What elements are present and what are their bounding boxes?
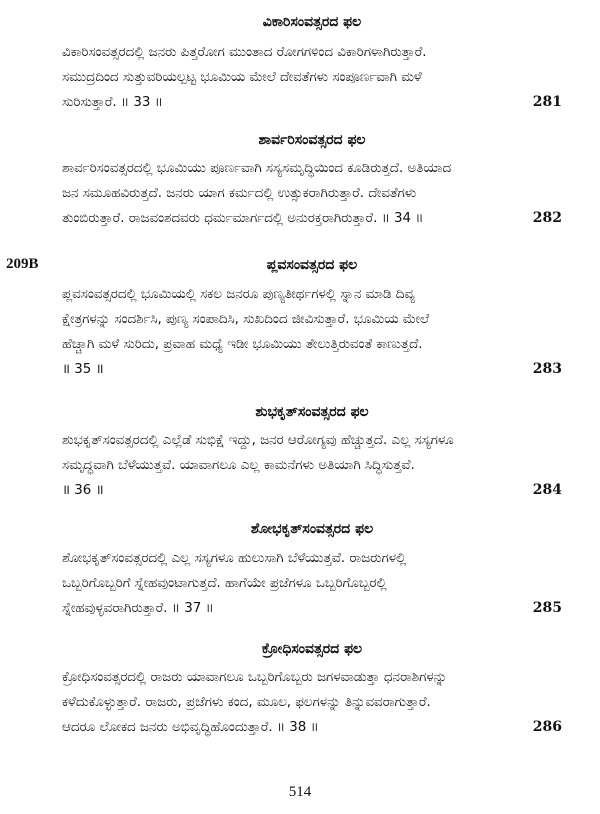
paragraph-line: ಒಬ್ಬರಿಗೊಬ್ಬರಿಗೆ ಸ್ನೇಹವುಂಟಾಗುತ್ತದೆ. ಹಾಗೆಯೇ ಪ್ರಜೆಗಳೂ ಒಬ್ಬರಿಗೊಬ್ಬರಲ್ಲಿ xyxy=(62,576,387,591)
paragraph-last-line xyxy=(62,478,562,503)
paragraph-line: ಆದರೂ ಲೋಕದ ಜನರು ಅಭಿವೃದ್ಧಿಹೊಂದುತ್ತಾರೆ. ॥ 38 ॥ xyxy=(62,720,319,735)
section-paragraph xyxy=(62,546,562,621)
paragraph-line: ಸ್ನೇಹವುಳ್ಳವರಾಗಿರುತ್ತಾರೆ. ॥ 37 ॥ xyxy=(62,601,214,616)
section-title: ಶುಭಕೃತ್‌ಸಂವತ್ಸರದ ಫಲ xyxy=(255,404,369,420)
section-paragraph xyxy=(62,156,562,231)
verse-number: 285 xyxy=(532,600,562,616)
section-title: ಶಾರ್ವರಿಸಂವತ್ಸರದ ಫಲ xyxy=(258,132,366,148)
paragraph-line: ಸುರಿಸುತ್ತಾರೆ. ॥ 33 ॥ xyxy=(62,95,163,110)
verse-number: 282 xyxy=(532,210,562,226)
verse-number: 283 xyxy=(532,361,562,377)
section-title: ಶೋಭಕೃತ್‌ಸಂವತ್ಸರದ ಫಲ xyxy=(250,521,374,537)
page-number: 514 xyxy=(288,784,312,800)
paragraph-last-line xyxy=(62,596,562,621)
section-title: ಕ್ರೋಧಿಸಂವತ್ಸರದ ಫಲ xyxy=(261,641,363,657)
verse-number: 286 xyxy=(532,719,562,735)
paragraph-line: ಶೋಭಕೃತ್‌ಸಂವತ್ಸರದಲ್ಲಿ ಎಲ್ಲ ಸಸ್ಯಗಳೂ ಹುಲುಸಾಗಿ ಬೆಳೆಯುತ್ತವೆ. ರಾಜರುಗಳಲ್ಲಿ xyxy=(62,551,407,566)
paragraph-line: ಕ್ಷೇತ್ರಗಳನ್ನು ಸಂದರ್ಶಿಸಿ, ಪುಣ್ಯ ಸಂಪಾದಿಸಿ, ಸುಖದಿಂದ ಜೀವಿಸುತ್ತಾರೆ. ಭೂಮಿಯ ಮೇಲೆ xyxy=(62,312,430,327)
paragraph-last-line xyxy=(62,357,562,382)
section-title: ಪ್ಲವಸಂವತ್ಸರದ ಫಲ xyxy=(266,257,358,273)
paragraph-line: ಸಮುದ್ರದಿಂದ ಸುತ್ತುವರಿಯಲ್ಪಟ್ಟ ಭೂಮಿಯ ಮೇಲೆ ದೇವತೆಗಳು ಸಂಪೂರ್ಣವಾಗಿ ಮಳೆ xyxy=(62,70,422,85)
side-marker: 209B xyxy=(6,256,39,272)
paragraph-line: ವಿಕಾರಿಸಂವತ್ಸರದಲ್ಲಿ ಜನರು ಪಿತ್ತರೋಗ ಮುಂತಾದ ರೋಗಗಳಿಂದ ವಿಕಾರಿಗಳಾಗಿರುತ್ತಾರೆ. xyxy=(62,45,427,60)
paragraph-last-line xyxy=(62,715,562,740)
section-paragraph xyxy=(62,282,562,382)
paragraph-line: ತುಂಬಿರುತ್ತಾರೆ. ರಾಜವಂಶದವರು ಧರ್ಮಮಾರ್ಗದಲ್ಲಿ ಅನುರಕ್ತರಾಗಿರುತ್ತಾರೆ. ॥ 34 ॥ xyxy=(62,211,424,226)
paragraph-line: ಹೆಚ್ಚಾಗಿ ಮಳೆ ಸುರಿದು, ಪ್ರವಾಹ ಮಧ್ಯೆ ಇಡೀ ಭೂಮಿಯು ತೇಲುತ್ತಿರುವಂತೆ ಕಾಣುತ್ತದೆ. xyxy=(62,337,423,352)
section-paragraph xyxy=(62,428,562,503)
paragraph-line: ಶುಭಕೃತ್‌ಸಂವತ್ಸರದಲ್ಲಿ ಎಲ್ಲೆಡೆ ಸುಭಿಕ್ಷೆ ಇದ್ದು, ಜನರ ಆರೋಗ್ಯವು ಹೆಚ್ಚುತ್ತದೆ. ಎಲ್ಲ ಸಸ್ಯಗಳೂ xyxy=(62,433,454,448)
paragraph-line: ಪ್ಲವಸಂವತ್ಸರದಲ್ಲಿ ಭೂಮಿಯಲ್ಲಿ ಸಕಲ ಜನರೂ ಪುಣ್ಯತೀರ್ಥಗಳಲ್ಲಿ ಸ್ನಾನ ಮಾಡಿ ದಿವ್ಯ xyxy=(62,287,415,302)
paragraph-line: ಕ್ರೋಧಿಸಂವತ್ಸರದಲ್ಲಿ ರಾಜರು ಯಾವಾಗಲೂ ಒಬ್ಬರಿಗೊಬ್ಬರು ಜಗಳವಾಡುತ್ತಾ ಧನರಾಶಿಗಳನ್ನು xyxy=(62,670,448,685)
paragraph-line: ಜನ ಸಮೂಹವಿರುತ್ತದೆ. ಜನರು ಯಾಗ ಕರ್ಮದಲ್ಲಿ ಉತ್ಸುಕರಾಗಿರುತ್ತಾರೆ. ದೇವತೆಗಳು xyxy=(62,186,417,201)
paragraph-line: ॥ 35 ॥ xyxy=(62,362,104,377)
paragraph-last-line xyxy=(62,206,562,231)
section-paragraph xyxy=(62,40,562,115)
paragraph-last-line xyxy=(62,90,562,115)
verse-number: 284 xyxy=(532,482,562,498)
section-paragraph xyxy=(62,665,562,740)
section-title: ವಿಕಾರಿಸಂವತ್ಸರದ ಫಲ xyxy=(262,14,362,30)
paragraph-line: ಶಾರ್ವರಿಸಂವತ್ಸರದಲ್ಲಿ ಭೂಮಿಯು ಪೂರ್ಣವಾಗಿ ಸಸ್ಯಸಮೃದ್ಧಿಯಿಂದ ಕೂಡಿರುತ್ತದೆ. ಅತಿಯಾದ xyxy=(62,161,452,176)
paragraph-line: ಕಳೆದುಕೊಳ್ಳುತ್ತಾರೆ. ರಾಜರು, ಪ್ರಜೆಗಳು ಕಂದ, ಮೂಲ, ಫಲಗಳನ್ನು ತಿನ್ನುವವರಾಗುತ್ತಾರೆ. xyxy=(62,695,431,710)
paragraph-line: ಸಮೃದ್ಧವಾಗಿ ಬೆಳೆಯುತ್ತವೆ. ಯಾವಾಗಲೂ ಎಲ್ಲ ಕಾಮನೆಗಳು ಅತಿಯಾಗಿ ಸಿದ್ಧಿಸುತ್ತವೆ. xyxy=(62,458,415,473)
paragraph-line: ॥ 36 ॥ xyxy=(62,483,104,498)
verse-number: 281 xyxy=(532,94,562,110)
